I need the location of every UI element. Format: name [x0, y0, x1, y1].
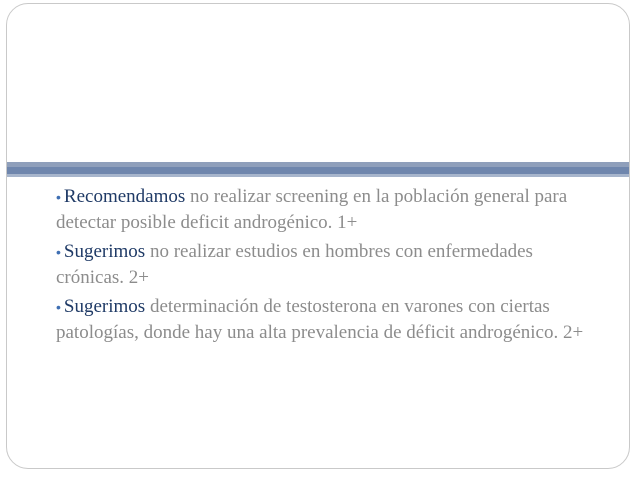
band-stripe-middle	[7, 167, 629, 174]
bullet-body-text: no realizar estudios en hombres con enfermedades crónicas. 2+	[56, 241, 533, 288]
title-placeholder	[7, 4, 629, 162]
header-divider-band	[7, 162, 629, 178]
bullet-item-recomendamos	[56, 184, 596, 236]
bullet-lead-text: Recomendamos	[63, 186, 186, 207]
bullet-list	[56, 184, 596, 349]
bullet-item-sugerimos-1	[56, 239, 596, 291]
band-stripe-bottom	[7, 174, 629, 177]
bullet-marker: •	[56, 244, 61, 260]
bullet-body-text: no realizar screening en la población general para detectar posible deficit androgénico. 1+	[56, 186, 568, 233]
bullet-lead-text: Sugerimos	[63, 296, 146, 317]
bullet-marker: •	[56, 189, 61, 205]
bullet-item-sugerimos-2	[56, 294, 596, 346]
bullet-lead-text: Sugerimos	[63, 241, 146, 262]
bullet-marker: •	[56, 299, 61, 315]
bullet-body-text: determinación de testosterona en varones con ciertas patologías, donde hay una alta prevalencia de déficit androgénico. 2+	[56, 296, 584, 343]
slide	[6, 3, 630, 469]
